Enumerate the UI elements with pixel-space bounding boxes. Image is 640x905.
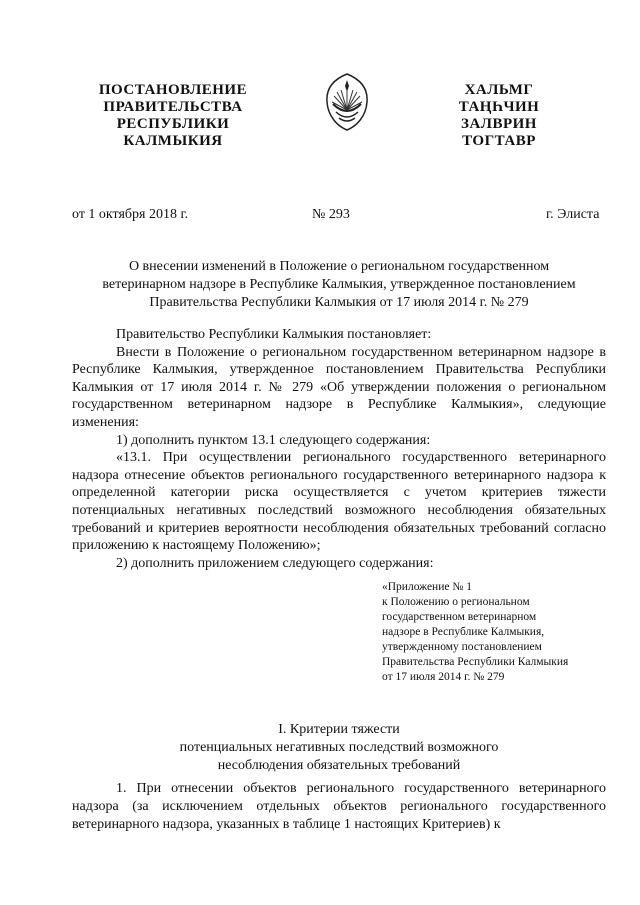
document-date: от 1 октября 2018 г. xyxy=(72,207,189,222)
appendix-line: от 17 июля 2014 г. № 279 xyxy=(382,671,505,683)
paragraph: Правительство Республики Калмыкия постановляет: xyxy=(116,327,432,342)
header-left-line: КАЛМЫКИЯ xyxy=(123,133,223,149)
header-left-line: РЕСПУБЛИКИ xyxy=(116,116,230,132)
document-number: № 293 xyxy=(312,207,350,222)
header-left xyxy=(88,82,258,150)
paragraph: «13.1. При осуществлении регионального государственного ветеринарного надзора отнесение объектов регионального государственного ветеринарного надзора к определенной категории риска осуществляется с учетом критериев тяжести потенциальных негативных последствий возможного несоблюдения обязательных требований и критериев вероятности несоблюдения обязательных требований согласно приложению к настоящему Положению»; xyxy=(72,450,606,554)
header-right-line: ЗАЛВРИН xyxy=(461,116,537,132)
document-body xyxy=(72,326,606,572)
section-body xyxy=(72,780,606,834)
title-line: ветеринарном надзоре в Республике Калмыкия, утвержденное постановлением xyxy=(102,277,576,292)
paragraph: 1. При отнесении объектов регионального государственного ветеринарного надзора (за исключением отдельных объектов регионального государственного ветеринарного надзора, указанных в таблице 1 настоящих Критериев) к xyxy=(72,781,606,832)
appendix-line: «Приложение № 1 xyxy=(382,581,472,593)
appendix-line: государственном ветеринарном xyxy=(382,611,537,623)
appendix-line: Правительства Республики Калмыкия xyxy=(382,656,569,668)
section-line: несоблюдения обязательных требований xyxy=(217,758,461,773)
section-line: I. Критерии тяжести xyxy=(278,722,400,737)
header-left-line: ПРАВИТЕЛЬСТВА xyxy=(103,99,243,115)
paragraph: 2) дополнить приложением следующего содержания: xyxy=(116,555,434,571)
emblem-icon xyxy=(322,72,372,132)
section-heading xyxy=(72,721,606,775)
title-line: О внесении изменений в Положение о региональном государственном xyxy=(128,259,550,274)
document-city: г. Элиста xyxy=(546,207,600,222)
header-left-line: ПОСТАНОВЛЕНИЕ xyxy=(98,82,248,98)
appendix-line: надзоре в Республике Калмыкия, xyxy=(382,626,545,638)
title-line: Правительства Республики Калмыкия от 17 июля 2014 г. № 279 xyxy=(149,295,529,310)
appendix-note xyxy=(382,580,612,685)
document-title xyxy=(72,258,606,312)
appendix-line: утвержденному постановлением xyxy=(382,641,542,653)
paragraph: Внести в Положение о региональном государственном ветеринарном надзоре в Республике Калмыкия, утвержденное постановлением Правительства Республики Калмыкия от 17 июля 2014 г. № 279 «Об утверждении положения о региональном государственном ветеринарном надзоре в Республике Калмыкия», следующие изменения: xyxy=(72,344,606,430)
section-line: потенциальных негативных последствий возможного xyxy=(179,740,499,755)
paragraph: 1) дополнить пунктом 13.1 следующего содержания: xyxy=(116,432,431,448)
header-right-line: ТАҢҺЧИН xyxy=(458,99,540,115)
header-right-line: ТОГТАВР xyxy=(462,133,536,149)
header-right xyxy=(434,82,564,150)
appendix-line: к Положению о региональном xyxy=(382,596,530,608)
header-right-line: ХАЛЬМГ xyxy=(464,82,534,98)
